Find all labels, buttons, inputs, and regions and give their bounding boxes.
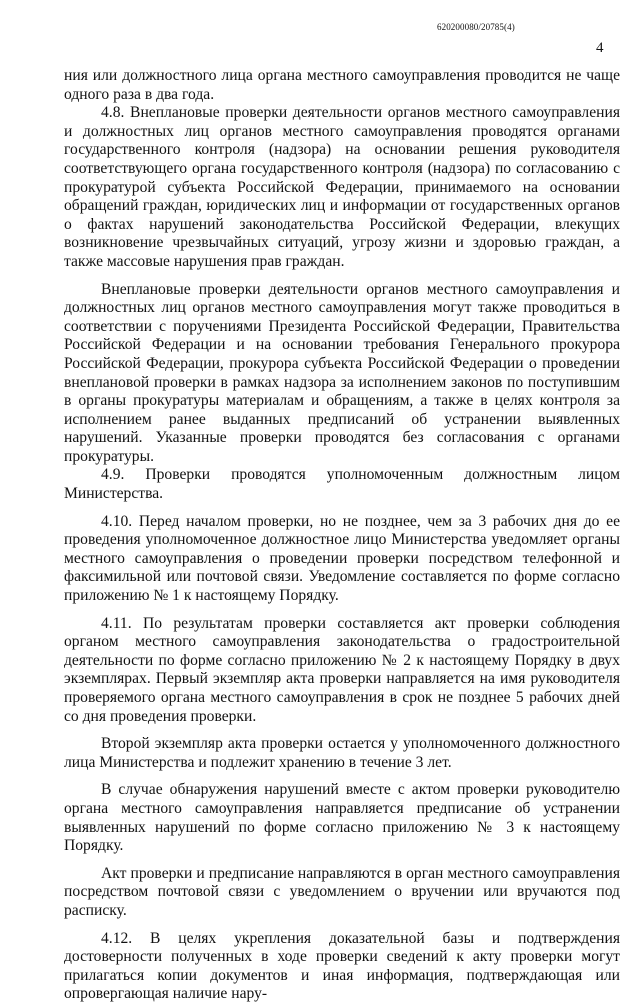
paragraph-second-copy: Второй экземпляр акта проверки остается у уполномоченного должностного лица Министерства и подлежит хранению в течение 3 лет. <box>64 735 620 771</box>
paragraph-violations: В случае обнаружения нарушений вместе с актом проверки руководителю органа местного самоуправления направляется предписание об устранении выявленных нарушений по форме согласно приложению № 3 к настоящему Порядку. <box>64 781 620 855</box>
paragraph-delivery: Акт проверки и предписание направляются в орган местного самоуправления посредством почтовой связи с уведомлением о вручении или вручаются под расписку. <box>64 864 620 919</box>
paragraph-continuation: ния или должностного лица органа местного самоуправления проводится не чаще одного раза в два года. <box>64 67 620 103</box>
document-body <box>64 67 620 1004</box>
paragraph-4-10: 4.10. Перед началом проверки, но не позднее, чем за 3 рабочих дня до ее проведения уполномоченное должностное лицо Министерства уведомляет органы местного самоуправления о проведении проверки посредством телефонной и факсимильной или почтовой связи. Уведомление составляется по форме согласно приложению № 1 к настоящему Порядку. <box>64 512 620 605</box>
paragraph-4-8: 4.8. Внеплановые проверки деятельности органов местного самоуправления и должностных лиц органов местного самоуправления проводятся органами государственного контроля (надзора) на основании решения руководителя соответствующего органа государственного контроля (надзора) по согласованию с прокуратурой субъекта Российской Федерации, принимаемого на основании обращений граждан, юридических лиц и информации от государственных органов о фактах нарушений законодательства Российской Федерации, влекущих возникновение чрезвычайных ситуаций, угрозу жизни и здоровью граждан, а также массовые нарушения прав граждан. <box>64 104 620 270</box>
paragraph-4-12: 4.12. В целях укрепления доказательной базы и подтверждения достоверности полученных в ходе проверки сведений к акту проверки могут прилагаться копии документов и иная информация, подтверждающая или опровергающая наличие нару- <box>64 929 620 1003</box>
paragraph-4-9: 4.9. Проверки проводятся уполномоченным должностным лицом Министерства. <box>64 466 620 503</box>
document-code: 620200080/20785(4) <box>437 22 515 32</box>
paragraph-4-11: 4.11. По результатам проверки составляется акт проверки соблюдения органом местного самоуправления законодательства о градостроительной деятельности по форме согласно приложению № 2 к настоящему Порядку в двух экземплярах. Первый экземпляр акта проверки направляется на имя руководителя проверяемого органа местного самоуправления в срок не позднее 5 рабочих дней со дня проведения проверки. <box>64 614 620 725</box>
page-number: 4 <box>596 40 604 56</box>
paragraph-unscheduled-inspections: Внеплановые проверки деятельности органов местного самоуправления и должностных лиц органов местного самоуправления могут также проводиться в соответствии с поручениями Президента Российской Федерации, Правительства Российской Федерации и на основании требования Генерального прокурора Российской Федерации, прокурора субъекта Российской Федерации о проведении внеплановой проверки в рамках надзора за исполнением законов по поступившим в органы прокуратуры материалам и обращениям, а также в целях контроля за исполнением ранее выданных предписаний об устранении выявленных нарушений. Указанные проверки проводятся без согласования с органами прокуратуры. <box>64 280 620 465</box>
